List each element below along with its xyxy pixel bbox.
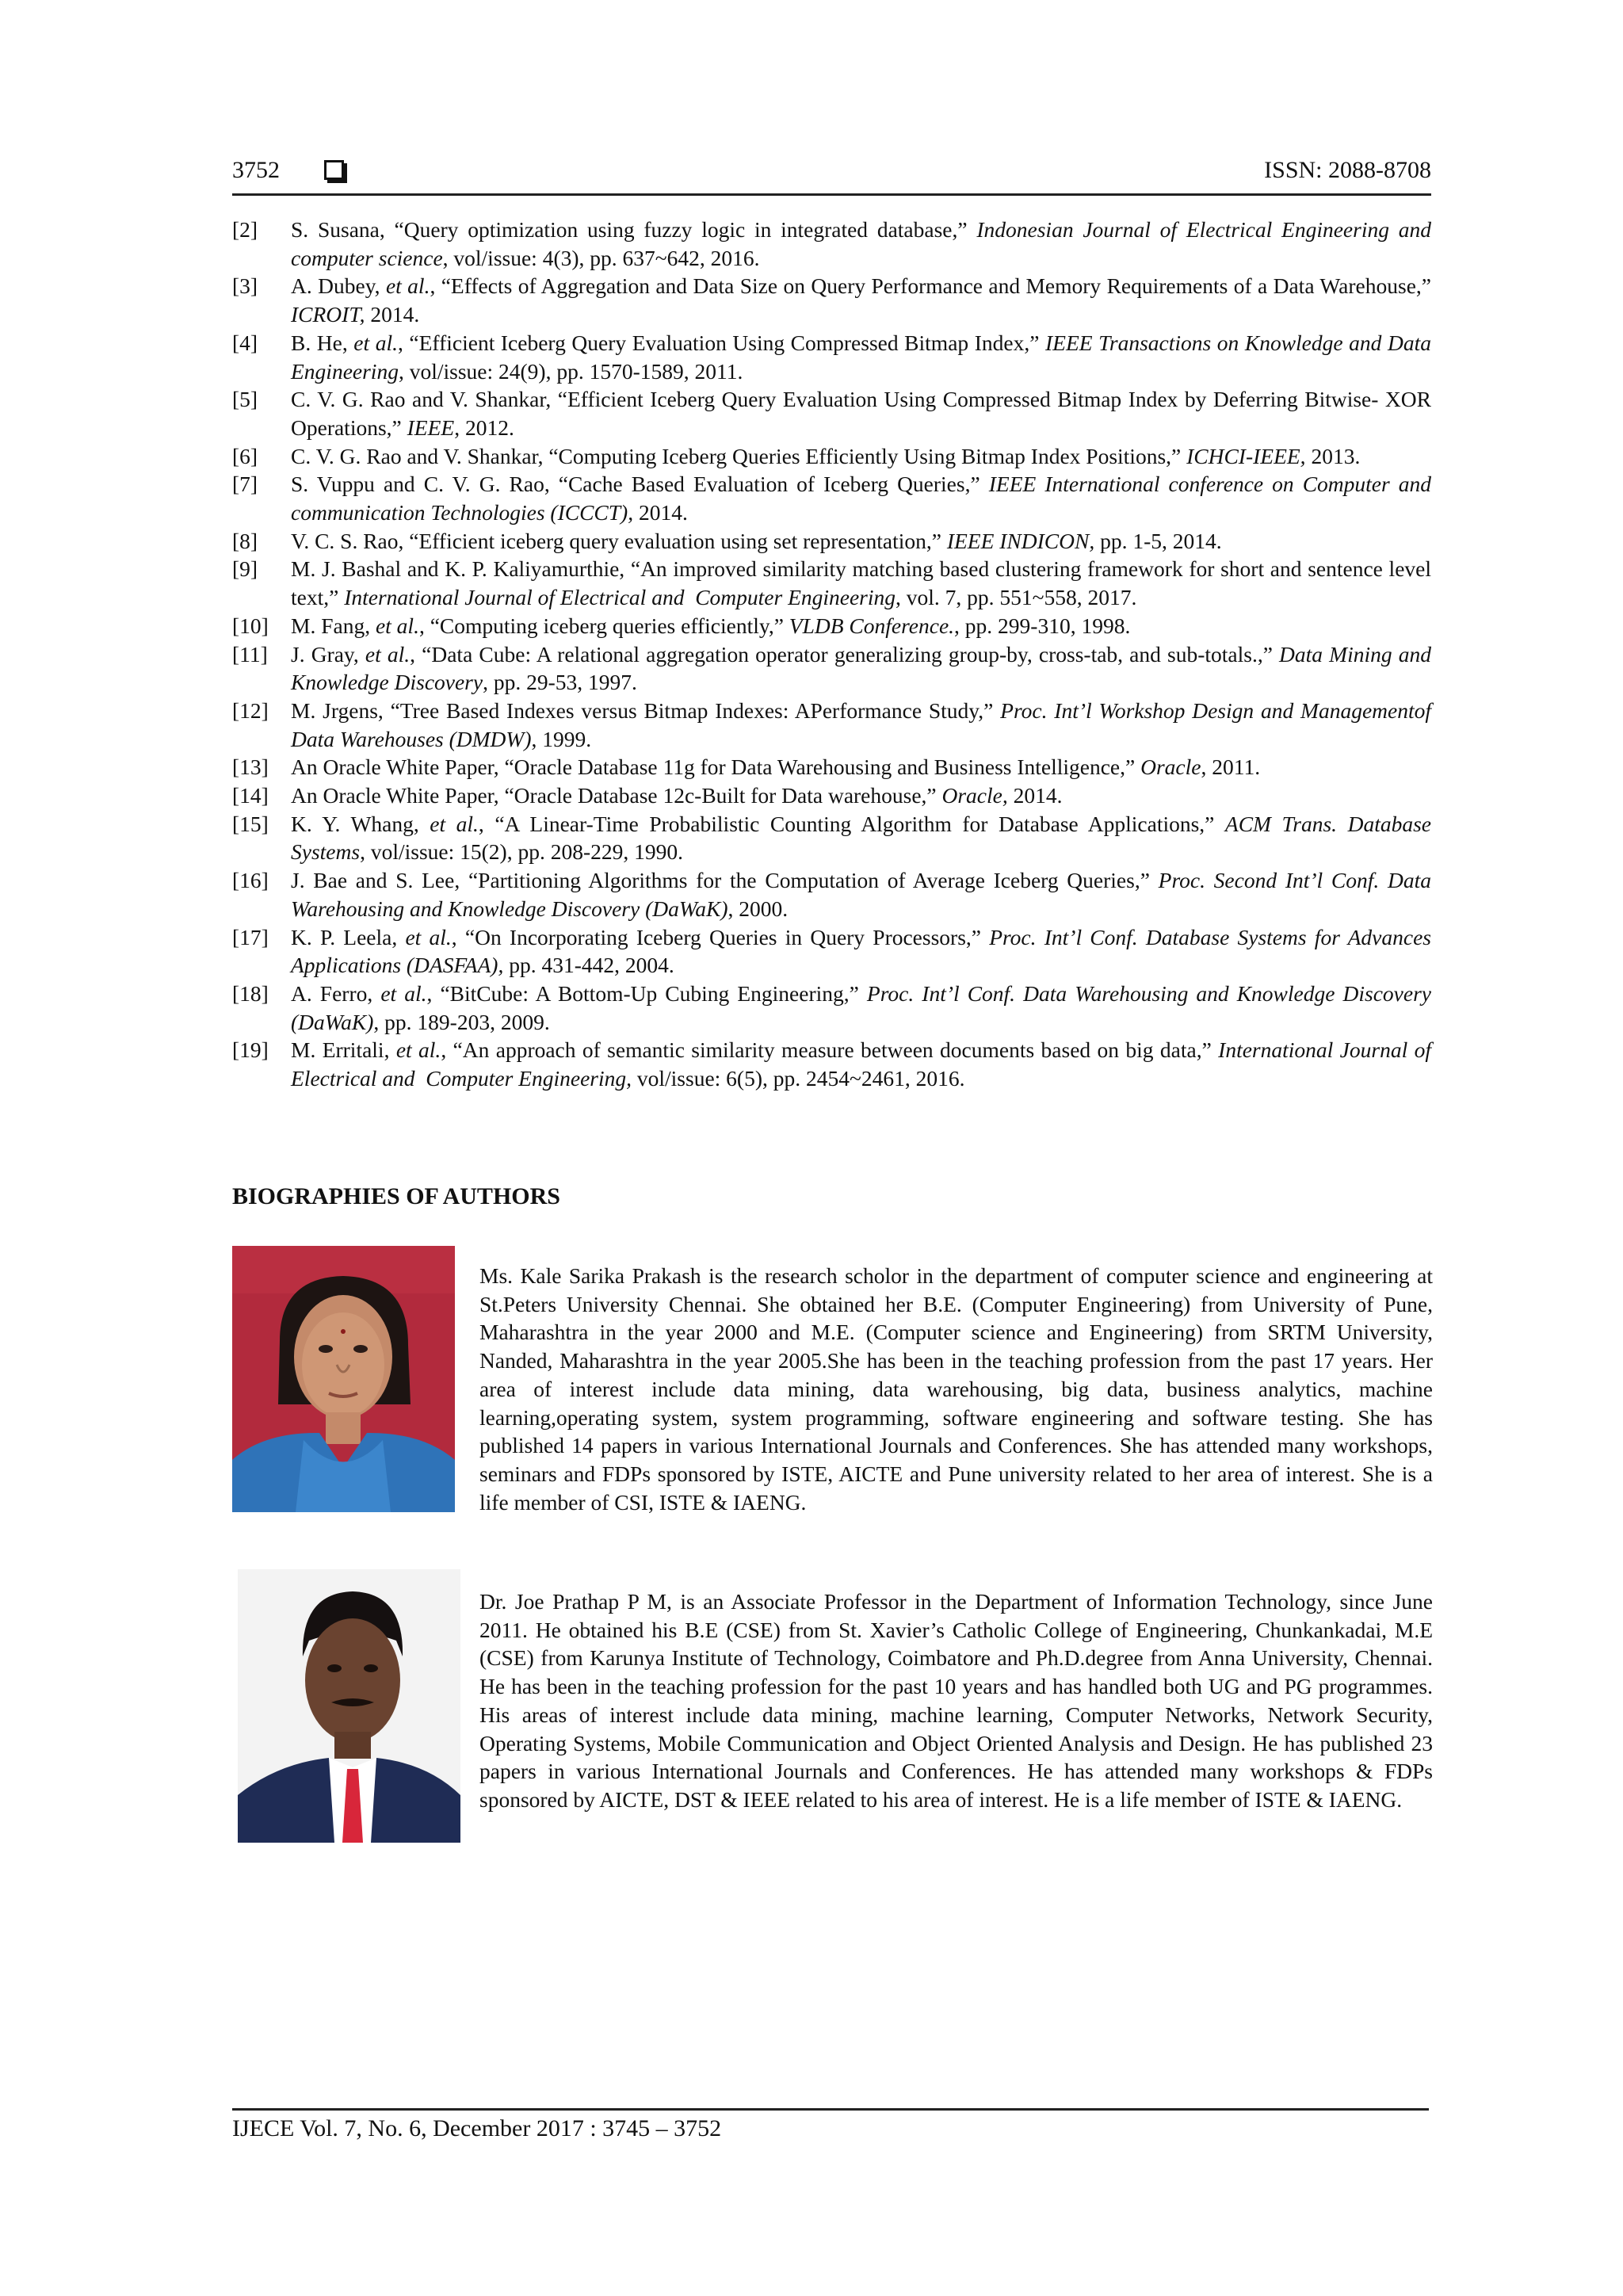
reference-item	[232, 329, 1431, 385]
reference-number: [5]	[232, 387, 258, 412]
page-footer: IJECE Vol. 7, No. 6, December 2017 : 3745 – 3752	[232, 2108, 1429, 2142]
author-bio-2: Dr. Joe Prathap P M, is an Associate Professor in the Department of Information Technology, since June 2011. He obtained his B.E (CSE) from St. Xavier’s Catholic College of Engineering, Chunkankadai, M.E (CSE) from Karunya Institute of Technology, Coimbatore and Ph.D.degree from Anna University, Chennai. He has been in the teaching profession for the past 10 years and has handled both UG and PG programmes. His areas of interest include data mining, machine learning, Computer Networks, Network Security, Operating Systems, Mobile Communication and Object Oriented Analysis and Design. He has published 23 papers in various International Journals and Conferences. He has attended many workshops & FDPs sponsored by AICTE, DST & IEEE related to his area of interest. He is a life member of ISTE & IAENG.	[479, 1589, 1433, 1812]
checkbox-bullet-icon	[324, 160, 344, 180]
reference-text: J. Bae and S. Lee, “Partitioning Algorithms for the Computation of Average Iceberg Queries,” Proc. Second Int’l Conf. Data Warehousing and Knowledge Discovery (DaWaK), 2000.	[291, 868, 1431, 921]
reference-number: [13]	[232, 755, 269, 780]
reference-item	[232, 442, 1431, 471]
reference-number: [9]	[232, 556, 258, 582]
reference-text: V. C. S. Rao, “Efficient iceberg query evaluation using set representation,” IEEE INDICON, pp. 1-5, 2014.	[291, 528, 1222, 553]
reference-text: M. Jrgens, “Tree Based Indexes versus Bitmap Indexes: APerformance Study,” Proc. Int’l Workshop Design and Managementof Data Warehouses (DMDW), 1999.	[291, 697, 1431, 751]
biographies-heading: BIOGRAPHIES OF AUTHORS	[232, 1183, 560, 1209]
reference-text: M. Erritali, et al., “An approach of semantic similarity measure between documents based on big data,” International Journal of Electrical and Computer Engineering, vol/issue: 6(5), pp. 2454~2461, 2016.	[291, 1037, 1431, 1091]
reference-number: [14]	[232, 783, 269, 808]
reference-number: [3]	[232, 273, 258, 299]
reference-number: [12]	[232, 697, 269, 723]
reference-text: C. V. G. Rao and V. Shankar, “Computing Iceberg Queries Efficiently Using Bitmap Index Positions,” ICHCI-IEEE, 2013.	[291, 443, 1361, 468]
reference-item	[232, 980, 1431, 1036]
reference-text: K. Y. Whang, et al., “A Linear-Time Probabilistic Counting Algorithm for Database Applications,” ACM Trans. Database Systems, vol/issue: 15(2), pp. 208-229, 1990.	[291, 811, 1431, 865]
reference-number: [16]	[232, 868, 269, 893]
reference-number: [18]	[232, 980, 269, 1006]
reference-text: M. J. Bashal and K. P. Kaliyamurthie, “An improved similarity matching based clustering framework for short and sentence level text,” International Journal of Electrical and Computer Engineering, vol. 7, pp. 551~558, 2017.	[291, 556, 1431, 610]
reference-item	[232, 272, 1431, 328]
reference-text: S. Susana, “Query optimization using fuzzy logic in integrated database,” Indonesian Journal of Electrical Engineering and computer science, vol/issue: 4(3), pp. 637~642, 2016.	[291, 217, 1431, 270]
reference-item	[232, 781, 1431, 810]
reference-list	[232, 216, 1431, 1093]
reference-text: An Oracle White Paper, “Oracle Database 11g for Data Warehousing and Business Intelligence,” Oracle, 2011.	[291, 755, 1261, 780]
reference-number: [4]	[232, 330, 258, 355]
reference-item	[232, 385, 1431, 441]
reference-text: S. Vuppu and C. V. G. Rao, “Cache Based Evaluation of Iceberg Queries,” IEEE International conference on Computer and communication Technologies (ICCCT), 2014.	[291, 472, 1432, 525]
reference-item	[232, 810, 1431, 866]
reference-text: An Oracle White Paper, “Oracle Database 12c-Built for Data warehouse,” Oracle, 2014.	[291, 783, 1063, 808]
author-bio-1: Ms. Kale Sarika Prakash is the research scholor in the department of computer science and engineering at St.Peters University Chennai. She obtained her B.E. (Computer Engineering) from University of Pune, Maharashtra in the year 2000 and M.E. (Computer science and Engineering) from SRTM University, Nanded, Maharashtra in the year 2005.She has been in the teaching profession from the past 17 years. Her area of interest include data mining, data warehousing, big data, business analytics, machine learning,operating system, system programming, software engineering and software testing. She has published 14 papers in various International Journals and Conferences. She has attended many workshops, seminars and FDPs sponsored by ISTE, AICTE and Pune university related to her area of interest. She is a life member of CSI, ISTE & IAENG.	[479, 1263, 1433, 1515]
reference-item	[232, 640, 1431, 697]
reference-item	[232, 866, 1431, 923]
issn-label: ISSN: 2088-8708	[1264, 157, 1431, 183]
reference-item	[232, 555, 1431, 611]
reference-text: A. Ferro, et al., “BitCube: A Bottom-Up Cubing Engineering,” Proc. Int’l Conf. Data Warehousing and Knowledge Discovery (DaWaK), pp. 189-203, 2009.	[291, 980, 1431, 1034]
reference-number: [11]	[232, 641, 268, 667]
author-photo-joe-prathap	[238, 1569, 460, 1843]
reference-number: [6]	[232, 443, 258, 468]
author-photo-kale-sarika-prakash	[232, 1246, 455, 1512]
reference-number: [15]	[232, 811, 269, 836]
reference-text: B. He, et al., “Efficient Iceberg Query Evaluation Using Compressed Bitmap Index,” IEEE Transactions on Knowledge and Data Engineering, vol/issue: 24(9), pp. 1570-1589, 2011.	[291, 330, 1431, 384]
reference-item	[232, 1036, 1431, 1092]
reference-number: [8]	[232, 528, 258, 553]
reference-text: C. V. G. Rao and V. Shankar, “Efficient Iceberg Query Evaluation Using Compressed Bitmap Index by Deferring Bitwise- XOR Operations,” IEEE, 2012.	[291, 387, 1431, 440]
reference-item	[232, 612, 1431, 640]
reference-item	[232, 527, 1431, 556]
reference-number: [2]	[232, 217, 258, 242]
reference-number: [7]	[232, 472, 258, 497]
reference-number: [10]	[232, 613, 269, 638]
page-header	[232, 152, 1431, 196]
reference-number: [17]	[232, 924, 269, 949]
page-number: 3752	[232, 157, 280, 183]
reference-number: [19]	[232, 1037, 269, 1063]
reference-item	[232, 753, 1431, 781]
reference-text: A. Dubey, et al., “Effects of Aggregation and Data Size on Query Performance and Memory Requirements of a Data Warehouse,” ICROIT, 2014.	[291, 273, 1431, 327]
reference-item	[232, 470, 1431, 526]
reference-item	[232, 216, 1431, 272]
reference-item	[232, 923, 1431, 980]
reference-text: K. P. Leela, et al., “On Incorporating Iceberg Queries in Query Processors,” Proc. Int’l Conf. Database Systems for Advances Applications (DASFAA), pp. 431-442, 2004.	[291, 924, 1431, 978]
reference-text: J. Gray, et al., “Data Cube: A relational aggregation operator generalizing group-by, cross-tab, and sub-totals.,” Data Mining and Knowledge Discovery, pp. 29-53, 1997.	[291, 641, 1431, 695]
reference-item	[232, 697, 1431, 753]
reference-text: M. Fang, et al., “Computing iceberg queries efficiently,” VLDB Conference., pp. 299-310, 1998.	[291, 613, 1131, 638]
